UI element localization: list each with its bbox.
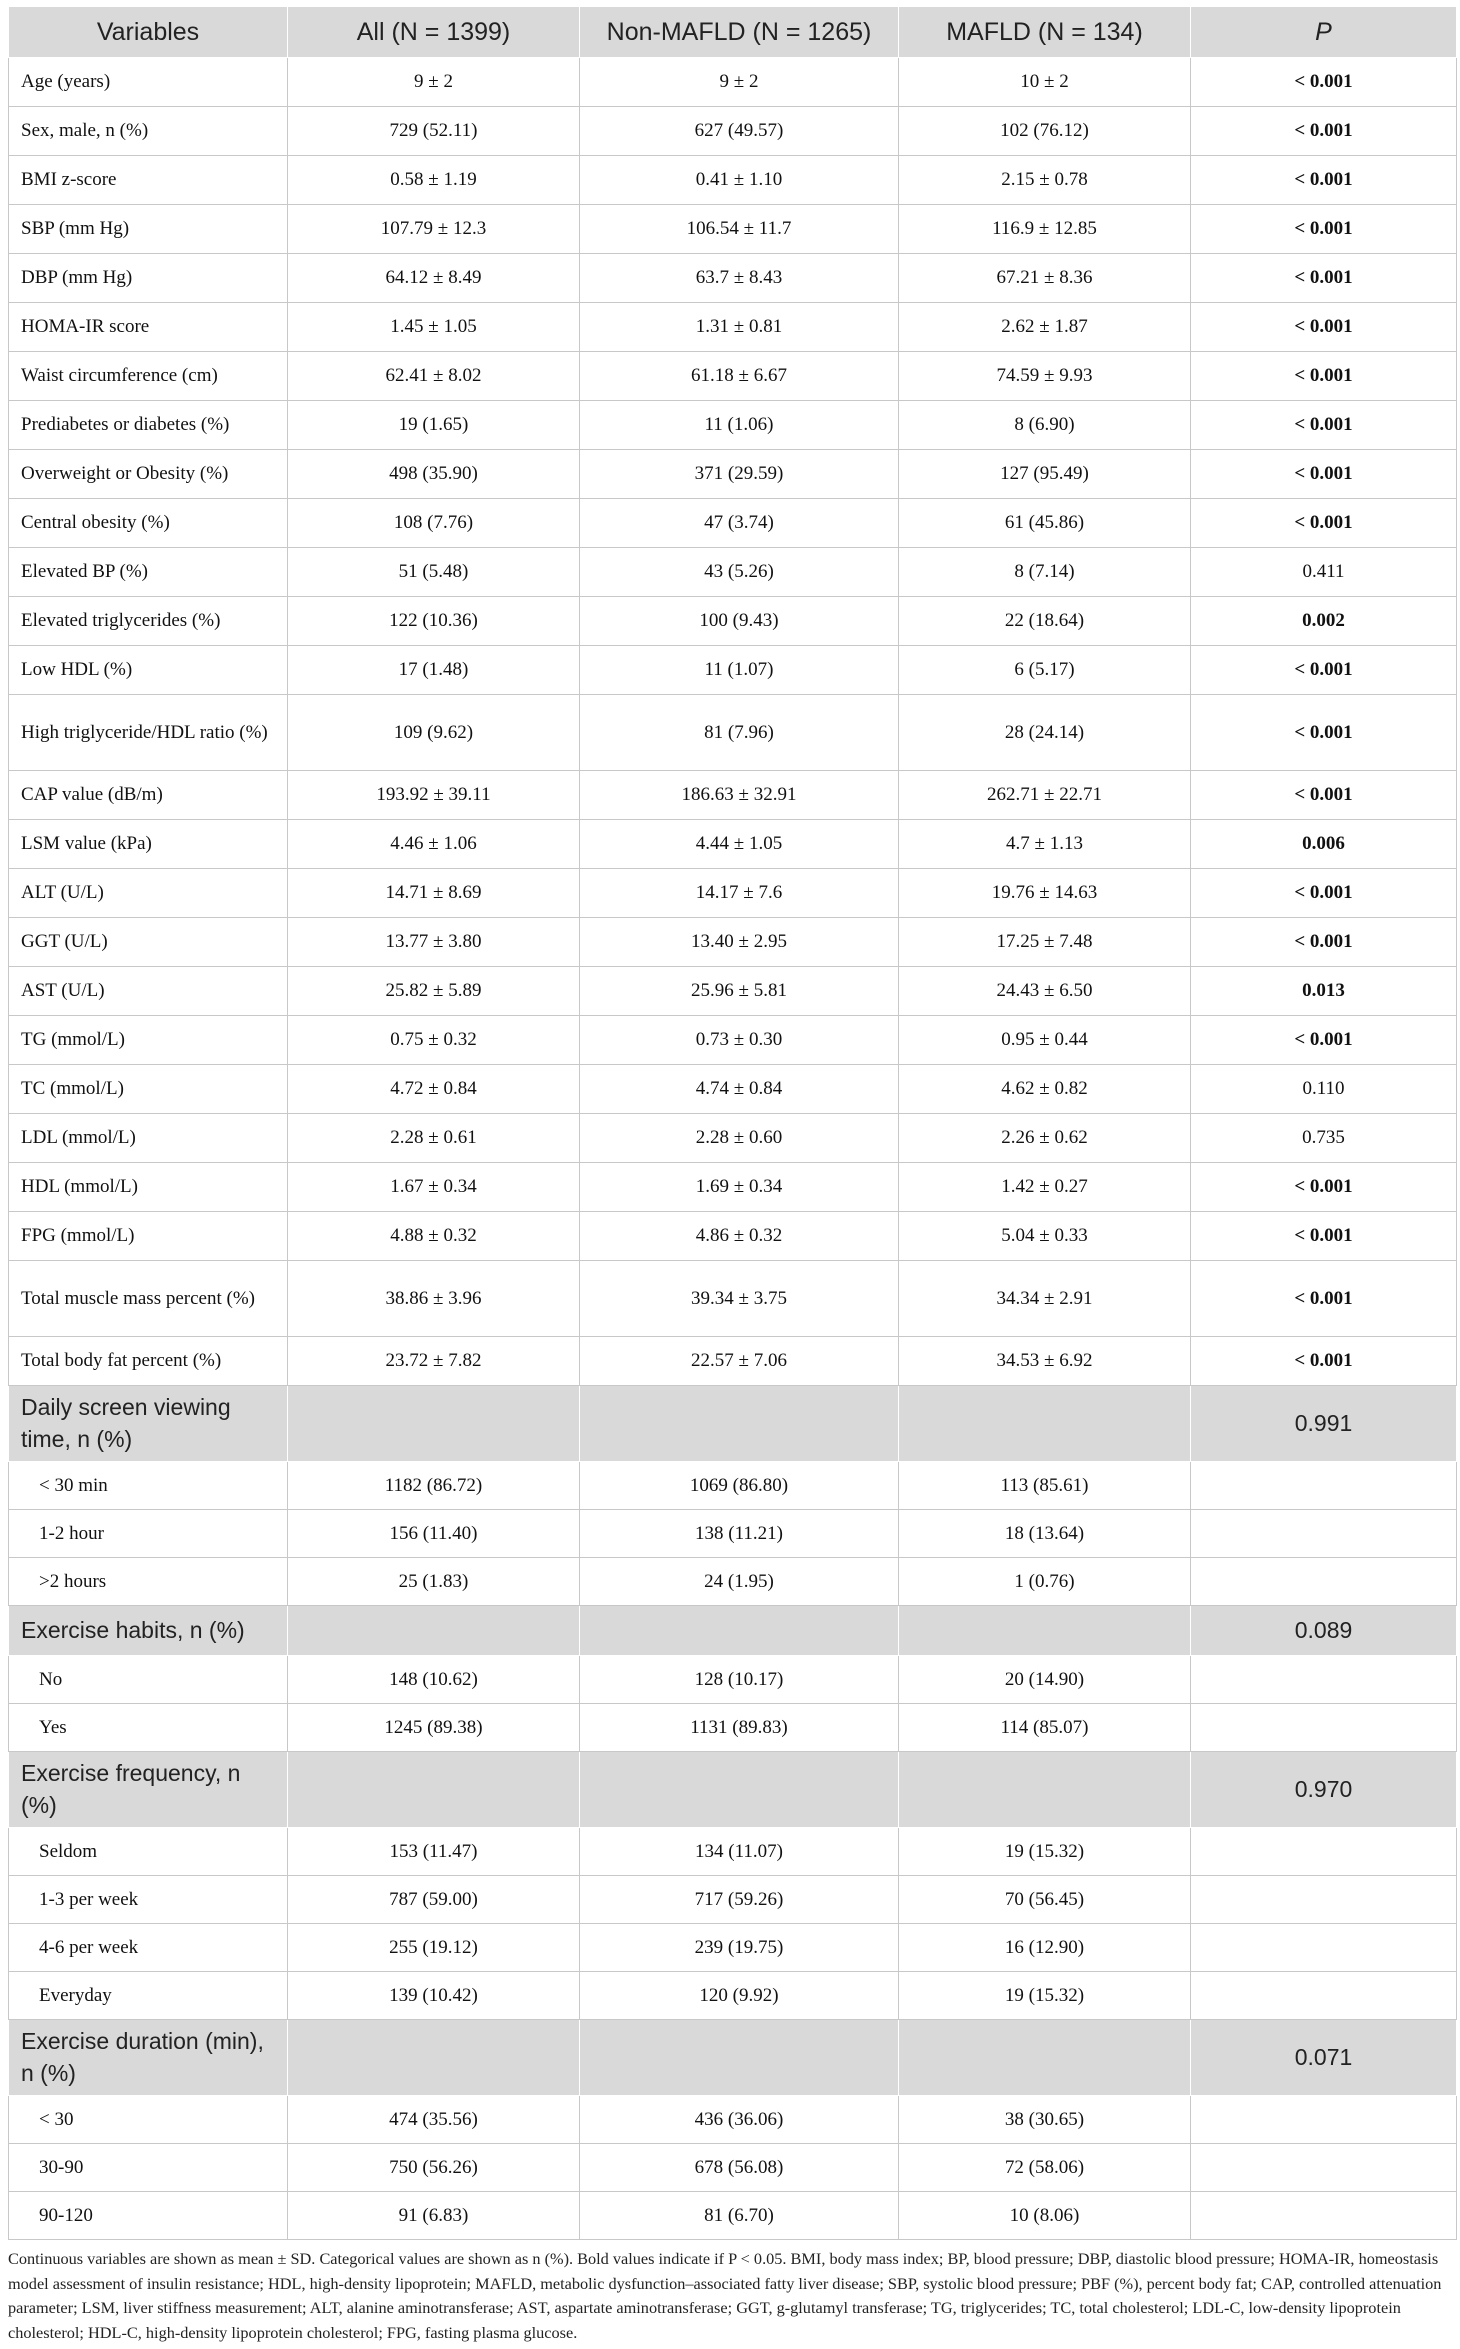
non-mafld-value-cell: 717 (59.26): [580, 1876, 899, 1924]
all-value-cell: 0.75 ± 0.32: [288, 1016, 580, 1065]
variable-label-cell: LDL (mmol/L): [9, 1114, 288, 1163]
all-value-cell: 25.82 ± 5.89: [288, 967, 580, 1016]
all-value-cell: 787 (59.00): [288, 1876, 580, 1924]
p-value-cell: [1191, 2144, 1457, 2192]
mafld-value-cell: 28 (24.14): [899, 695, 1191, 771]
mafld-value-cell: 34.53 ± 6.92: [899, 1337, 1191, 1386]
all-value-cell: 4.46 ± 1.06: [288, 820, 580, 869]
empty-cell: [899, 2020, 1191, 2096]
mafld-value-cell: 4.62 ± 0.82: [899, 1065, 1191, 1114]
p-value-cell: [1191, 2192, 1457, 2240]
table-row: [9, 1704, 1457, 1752]
mafld-value-cell: 18 (13.64): [899, 1510, 1191, 1558]
section-label: Daily screen viewing time, n (%): [9, 1386, 288, 1462]
all-value-cell: 51 (5.48): [288, 548, 580, 597]
non-mafld-value-cell: 43 (5.26): [580, 548, 899, 597]
header-variables: Variables: [9, 7, 288, 58]
section-header-row: [9, 1752, 1457, 1828]
table-row: [9, 1828, 1457, 1876]
all-value-cell: 729 (52.11): [288, 107, 580, 156]
empty-cell: [899, 1386, 1191, 1462]
table-row: [9, 1876, 1457, 1924]
mafld-value-cell: 61 (45.86): [899, 499, 1191, 548]
non-mafld-value-cell: 0.73 ± 0.30: [580, 1016, 899, 1065]
all-value-cell: 2.28 ± 0.61: [288, 1114, 580, 1163]
non-mafld-value-cell: 22.57 ± 7.06: [580, 1337, 899, 1386]
non-mafld-value-cell: 4.74 ± 0.84: [580, 1065, 899, 1114]
non-mafld-value-cell: 134 (11.07): [580, 1828, 899, 1876]
p-value-cell: < 0.001: [1191, 499, 1457, 548]
table-row: [9, 1016, 1457, 1065]
table-row: [9, 771, 1457, 820]
non-mafld-value-cell: 9 ± 2: [580, 58, 899, 107]
table-row: [9, 2192, 1457, 2240]
p-value-cell: < 0.001: [1191, 1337, 1457, 1386]
non-mafld-value-cell: 61.18 ± 6.67: [580, 352, 899, 401]
all-value-cell: 64.12 ± 8.49: [288, 254, 580, 303]
mafld-value-cell: 116.9 ± 12.85: [899, 205, 1191, 254]
p-value-cell: < 0.001: [1191, 156, 1457, 205]
variable-label-cell: Waist circumference (cm): [9, 352, 288, 401]
non-mafld-value-cell: 11 (1.06): [580, 401, 899, 450]
section-header-row: [9, 2020, 1457, 2096]
non-mafld-value-cell: 25.96 ± 5.81: [580, 967, 899, 1016]
table-body: [9, 58, 1457, 2240]
p-value-cell: [1191, 1924, 1457, 1972]
mafld-value-cell: 2.62 ± 1.87: [899, 303, 1191, 352]
empty-cell: [288, 2020, 580, 2096]
mafld-value-cell: 113 (85.61): [899, 1462, 1191, 1510]
p-value-cell: 0.071: [1191, 2020, 1457, 2096]
variable-label-cell: Age (years): [9, 58, 288, 107]
p-value-cell: < 0.001: [1191, 1163, 1457, 1212]
mafld-value-cell: 10 ± 2: [899, 58, 1191, 107]
table-footnote: Continuous variables are shown as mean ± SD. Categorical values are shown as n (%). Bold values indicate if P < 0.05. BMI, body mass index; BP, blood pressure; DBP, diastolic blood pressure; HOMA-IR, homeostasis model assessment of insulin resistance; HDL, high-density lipoprotein; MAFLD, metabolic dysfunction–associated fatty liver disease; SBP, systolic blood pressure; PBF (%), percent body fat; CAP, controlled attenuation parameter; LSM, liver stiffness measurement; ALT, alanine aminotransferase; AST, aspartate aminotransferase; GGT, g-glutamyl transferase; TG, triglycerides; TC, total cholesterol; LDL-C, low-density lipoprotein cholesterol; HDL-C, high-density lipoprotein cholesterol; FPG, fasting plasma glucose.: [8, 2249, 1442, 2342]
p-value-cell: < 0.001: [1191, 695, 1457, 771]
variable-label-cell: Total muscle mass percent (%): [9, 1261, 288, 1337]
table-row: [9, 1462, 1457, 1510]
empty-cell: [580, 2020, 899, 2096]
variable-label-cell: ALT (U/L): [9, 869, 288, 918]
table-row: [9, 499, 1457, 548]
non-mafld-value-cell: 627 (49.57): [580, 107, 899, 156]
variable-label-cell: Low HDL (%): [9, 646, 288, 695]
non-mafld-value-cell: 1.31 ± 0.81: [580, 303, 899, 352]
non-mafld-value-cell: 63.7 ± 8.43: [580, 254, 899, 303]
table-row: [9, 695, 1457, 771]
variable-label-cell: Central obesity (%): [9, 499, 288, 548]
mafld-value-cell: 70 (56.45): [899, 1876, 1191, 1924]
all-value-cell: 156 (11.40): [288, 1510, 580, 1558]
all-value-cell: 107.79 ± 12.3: [288, 205, 580, 254]
p-value-cell: < 0.001: [1191, 1261, 1457, 1337]
p-value-cell: < 0.001: [1191, 450, 1457, 499]
non-mafld-value-cell: 13.40 ± 2.95: [580, 918, 899, 967]
table-row: [9, 1337, 1457, 1386]
mafld-value-cell: 127 (95.49): [899, 450, 1191, 499]
p-value-cell: < 0.001: [1191, 869, 1457, 918]
table-row: [9, 352, 1457, 401]
table-row: [9, 1510, 1457, 1558]
variable-label-cell: Overweight or Obesity (%): [9, 450, 288, 499]
empty-cell: [899, 1606, 1191, 1656]
p-value-cell: < 0.001: [1191, 1212, 1457, 1261]
mafld-value-cell: 34.34 ± 2.91: [899, 1261, 1191, 1337]
mafld-value-cell: 67.21 ± 8.36: [899, 254, 1191, 303]
all-value-cell: 498 (35.90): [288, 450, 580, 499]
non-mafld-value-cell: 678 (56.08): [580, 2144, 899, 2192]
non-mafld-value-cell: 1069 (86.80): [580, 1462, 899, 1510]
section-header-row: [9, 1606, 1457, 1656]
all-value-cell: 153 (11.47): [288, 1828, 580, 1876]
variable-label-cell: DBP (mm Hg): [9, 254, 288, 303]
variable-label-cell: AST (U/L): [9, 967, 288, 1016]
mafld-value-cell: 262.71 ± 22.71: [899, 771, 1191, 820]
p-value-cell: [1191, 1704, 1457, 1752]
all-value-cell: 91 (6.83): [288, 2192, 580, 2240]
p-value-cell: < 0.001: [1191, 205, 1457, 254]
empty-cell: [580, 1606, 899, 1656]
p-value-cell: < 0.001: [1191, 918, 1457, 967]
empty-cell: [288, 1386, 580, 1462]
all-value-cell: 14.71 ± 8.69: [288, 869, 580, 918]
variable-label-cell: CAP value (dB/m): [9, 771, 288, 820]
mafld-value-cell: 8 (7.14): [899, 548, 1191, 597]
p-value-cell: [1191, 1972, 1457, 2020]
non-mafld-value-cell: 11 (1.07): [580, 646, 899, 695]
p-value-cell: [1191, 1656, 1457, 1704]
variable-label-cell: Elevated BP (%): [9, 548, 288, 597]
table-row: [9, 303, 1457, 352]
p-value-cell: 0.735: [1191, 1114, 1457, 1163]
all-value-cell: 148 (10.62): [288, 1656, 580, 1704]
all-value-cell: 25 (1.83): [288, 1558, 580, 1606]
section-label: Exercise duration (min), n (%): [9, 2020, 288, 2096]
p-value-cell: < 0.001: [1191, 303, 1457, 352]
non-mafld-value-cell: 81 (6.70): [580, 2192, 899, 2240]
variable-label-cell: HDL (mmol/L): [9, 1163, 288, 1212]
table-row: [9, 967, 1457, 1016]
all-value-cell: 23.72 ± 7.82: [288, 1337, 580, 1386]
non-mafld-value-cell: 47 (3.74): [580, 499, 899, 548]
non-mafld-value-cell: 14.17 ± 7.6: [580, 869, 899, 918]
mafld-value-cell: 8 (6.90): [899, 401, 1191, 450]
variable-label-cell: FPG (mmol/L): [9, 1212, 288, 1261]
all-value-cell: 193.92 ± 39.11: [288, 771, 580, 820]
variable-label-cell: < 30 min: [9, 1462, 288, 1510]
non-mafld-value-cell: 4.86 ± 0.32: [580, 1212, 899, 1261]
empty-cell: [580, 1386, 899, 1462]
all-value-cell: 38.86 ± 3.96: [288, 1261, 580, 1337]
variable-label-cell: Total body fat percent (%): [9, 1337, 288, 1386]
table-row: [9, 646, 1457, 695]
table-row: [9, 1972, 1457, 2020]
table-row: [9, 1114, 1457, 1163]
table-row: [9, 820, 1457, 869]
all-value-cell: 1.45 ± 1.05: [288, 303, 580, 352]
non-mafld-value-cell: 239 (19.75): [580, 1924, 899, 1972]
all-value-cell: 1182 (86.72): [288, 1462, 580, 1510]
table-row: [9, 1212, 1457, 1261]
header-mafld: MAFLD (N = 134): [899, 7, 1191, 58]
all-value-cell: 17 (1.48): [288, 646, 580, 695]
mafld-value-cell: 4.7 ± 1.13: [899, 820, 1191, 869]
all-value-cell: 109 (9.62): [288, 695, 580, 771]
p-value-cell: 0.089: [1191, 1606, 1457, 1656]
mafld-value-cell: 19.76 ± 14.63: [899, 869, 1191, 918]
non-mafld-value-cell: 138 (11.21): [580, 1510, 899, 1558]
variable-label-cell: No: [9, 1656, 288, 1704]
all-value-cell: 9 ± 2: [288, 58, 580, 107]
p-value-cell: 0.991: [1191, 1386, 1457, 1462]
characteristics-table: [8, 6, 1457, 2240]
table-row: [9, 1261, 1457, 1337]
non-mafld-value-cell: 2.28 ± 0.60: [580, 1114, 899, 1163]
mafld-value-cell: 19 (15.32): [899, 1972, 1191, 2020]
p-value-cell: < 0.001: [1191, 771, 1457, 820]
all-value-cell: 122 (10.36): [288, 597, 580, 646]
all-value-cell: 62.41 ± 8.02: [288, 352, 580, 401]
all-value-cell: 4.72 ± 0.84: [288, 1065, 580, 1114]
variable-label-cell: 1-2 hour: [9, 1510, 288, 1558]
non-mafld-value-cell: 371 (29.59): [580, 450, 899, 499]
all-value-cell: 4.88 ± 0.32: [288, 1212, 580, 1261]
table-row: [9, 1163, 1457, 1212]
table-row: [9, 58, 1457, 107]
variable-label-cell: High triglyceride/HDL ratio (%): [9, 695, 288, 771]
all-value-cell: 13.77 ± 3.80: [288, 918, 580, 967]
table-row: [9, 156, 1457, 205]
header-non-mafld: Non-MAFLD (N = 1265): [580, 7, 899, 58]
mafld-value-cell: 20 (14.90): [899, 1656, 1191, 1704]
p-value-cell: 0.013: [1191, 967, 1457, 1016]
mafld-value-cell: 24.43 ± 6.50: [899, 967, 1191, 1016]
table-row: [9, 918, 1457, 967]
table-row: [9, 450, 1457, 499]
variable-label-cell: GGT (U/L): [9, 918, 288, 967]
section-label: Exercise habits, n (%): [9, 1606, 288, 1656]
mafld-value-cell: 1 (0.76): [899, 1558, 1191, 1606]
variable-label-cell: TG (mmol/L): [9, 1016, 288, 1065]
p-value-cell: [1191, 1558, 1457, 1606]
mafld-value-cell: 2.15 ± 0.78: [899, 156, 1191, 205]
non-mafld-value-cell: 128 (10.17): [580, 1656, 899, 1704]
p-value-cell: 0.002: [1191, 597, 1457, 646]
non-mafld-value-cell: 24 (1.95): [580, 1558, 899, 1606]
header-all: All (N = 1399): [288, 7, 580, 58]
p-value-cell: [1191, 1510, 1457, 1558]
all-value-cell: 1245 (89.38): [288, 1704, 580, 1752]
variable-label-cell: 30-90: [9, 2144, 288, 2192]
mafld-value-cell: 17.25 ± 7.48: [899, 918, 1191, 967]
p-value-cell: 0.110: [1191, 1065, 1457, 1114]
mafld-value-cell: 74.59 ± 9.93: [899, 352, 1191, 401]
empty-cell: [580, 1752, 899, 1828]
table-row: [9, 205, 1457, 254]
variable-label-cell: BMI z-score: [9, 156, 288, 205]
table-row: [9, 1924, 1457, 1972]
p-value-cell: [1191, 1828, 1457, 1876]
all-value-cell: 750 (56.26): [288, 2144, 580, 2192]
non-mafld-value-cell: 1.69 ± 0.34: [580, 1163, 899, 1212]
mafld-value-cell: 22 (18.64): [899, 597, 1191, 646]
variable-label-cell: Elevated triglycerides (%): [9, 597, 288, 646]
all-value-cell: 0.58 ± 1.19: [288, 156, 580, 205]
variable-label-cell: >2 hours: [9, 1558, 288, 1606]
variable-label-cell: < 30: [9, 2096, 288, 2144]
table-row: [9, 1065, 1457, 1114]
variable-label-cell: Yes: [9, 1704, 288, 1752]
table-row: [9, 1558, 1457, 1606]
mafld-value-cell: 5.04 ± 0.33: [899, 1212, 1191, 1261]
p-value-cell: < 0.001: [1191, 401, 1457, 450]
non-mafld-value-cell: 39.34 ± 3.75: [580, 1261, 899, 1337]
mafld-value-cell: 16 (12.90): [899, 1924, 1191, 1972]
table-row: [9, 597, 1457, 646]
mafld-value-cell: 102 (76.12): [899, 107, 1191, 156]
table-row: [9, 401, 1457, 450]
non-mafld-value-cell: 81 (7.96): [580, 695, 899, 771]
all-value-cell: 255 (19.12): [288, 1924, 580, 1972]
all-value-cell: 108 (7.76): [288, 499, 580, 548]
table-header: [9, 7, 1457, 58]
table-row: [9, 2144, 1457, 2192]
all-value-cell: 474 (35.56): [288, 2096, 580, 2144]
p-value-cell: < 0.001: [1191, 58, 1457, 107]
mafld-value-cell: 6 (5.17): [899, 646, 1191, 695]
non-mafld-value-cell: 100 (9.43): [580, 597, 899, 646]
p-value-cell: < 0.001: [1191, 107, 1457, 156]
all-value-cell: 19 (1.65): [288, 401, 580, 450]
p-value-cell: 0.006: [1191, 820, 1457, 869]
variable-label-cell: LSM value (kPa): [9, 820, 288, 869]
variable-label-cell: HOMA-IR score: [9, 303, 288, 352]
variable-label-cell: TC (mmol/L): [9, 1065, 288, 1114]
empty-cell: [899, 1752, 1191, 1828]
p-value-cell: < 0.001: [1191, 646, 1457, 695]
table-row: [9, 548, 1457, 597]
section-header-row: [9, 1386, 1457, 1462]
mafld-value-cell: 1.42 ± 0.27: [899, 1163, 1191, 1212]
variable-label-cell: 90-120: [9, 2192, 288, 2240]
variable-label-cell: Prediabetes or diabetes (%): [9, 401, 288, 450]
non-mafld-value-cell: 436 (36.06): [580, 2096, 899, 2144]
section-label: Exercise frequency, n (%): [9, 1752, 288, 1828]
variable-label-cell: Seldom: [9, 1828, 288, 1876]
p-value-cell: [1191, 1462, 1457, 1510]
all-value-cell: 139 (10.42): [288, 1972, 580, 2020]
p-value-cell: [1191, 2096, 1457, 2144]
non-mafld-value-cell: 106.54 ± 11.7: [580, 205, 899, 254]
table-row: [9, 107, 1457, 156]
table-row: [9, 869, 1457, 918]
empty-cell: [288, 1606, 580, 1656]
variable-label-cell: 1-3 per week: [9, 1876, 288, 1924]
variable-label-cell: 4-6 per week: [9, 1924, 288, 1972]
table-row: [9, 1656, 1457, 1704]
mafld-value-cell: 38 (30.65): [899, 2096, 1191, 2144]
variable-label-cell: Sex, male, n (%): [9, 107, 288, 156]
header-p-value: P: [1191, 7, 1457, 58]
variable-label-cell: SBP (mm Hg): [9, 205, 288, 254]
p-value-cell: 0.970: [1191, 1752, 1457, 1828]
non-mafld-value-cell: 1131 (89.83): [580, 1704, 899, 1752]
p-value-cell: < 0.001: [1191, 352, 1457, 401]
mafld-value-cell: 2.26 ± 0.62: [899, 1114, 1191, 1163]
non-mafld-value-cell: 120 (9.92): [580, 1972, 899, 2020]
non-mafld-value-cell: 186.63 ± 32.91: [580, 771, 899, 820]
table-row: [9, 254, 1457, 303]
mafld-value-cell: 19 (15.32): [899, 1828, 1191, 1876]
empty-cell: [288, 1752, 580, 1828]
mafld-value-cell: 114 (85.07): [899, 1704, 1191, 1752]
variable-label-cell: Everyday: [9, 1972, 288, 2020]
p-value-cell: < 0.001: [1191, 254, 1457, 303]
non-mafld-value-cell: 0.41 ± 1.10: [580, 156, 899, 205]
non-mafld-value-cell: 4.44 ± 1.05: [580, 820, 899, 869]
table-row: [9, 2096, 1457, 2144]
all-value-cell: 1.67 ± 0.34: [288, 1163, 580, 1212]
p-value-cell: < 0.001: [1191, 1016, 1457, 1065]
mafld-value-cell: 10 (8.06): [899, 2192, 1191, 2240]
p-value-cell: 0.411: [1191, 548, 1457, 597]
mafld-value-cell: 0.95 ± 0.44: [899, 1016, 1191, 1065]
p-value-cell: [1191, 1876, 1457, 1924]
mafld-value-cell: 72 (58.06): [899, 2144, 1191, 2192]
